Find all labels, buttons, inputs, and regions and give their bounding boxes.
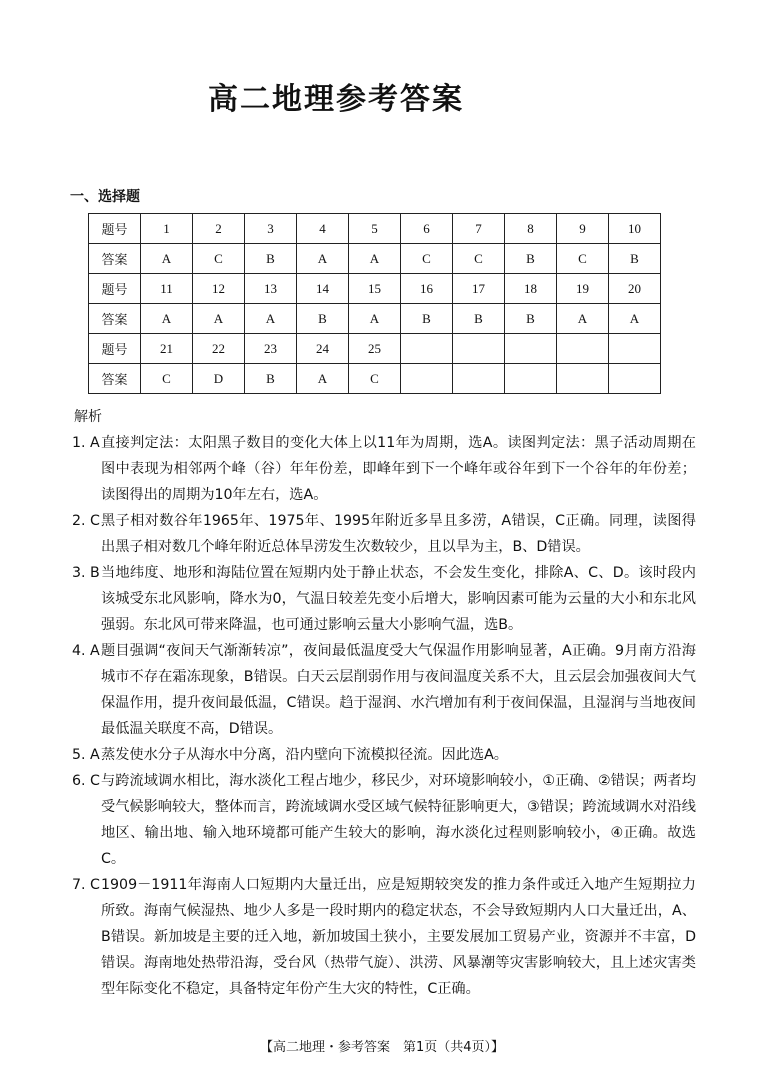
table-cell: 1 [141,214,193,244]
explanation-number: 5. A [72,747,100,763]
table-cell [453,364,505,394]
row-header-cell: 答案 [89,364,141,394]
table-cell: A [193,304,245,334]
table-cell: 16 [401,274,453,304]
table-cell [609,334,661,364]
table-cell [557,364,609,394]
explanation-item [72,560,696,638]
row-header-cell: 答案 [89,304,141,334]
table-cell: 12 [193,274,245,304]
table-row [89,244,661,274]
table-cell: 10 [609,214,661,244]
table-cell: 18 [505,274,557,304]
table-cell: A [609,304,661,334]
table-cell: B [453,304,505,334]
page-footer: 【高二地理・参考答案 第1页（共4页）】 [259,1040,505,1055]
table-cell: C [557,244,609,274]
table-cell [401,334,453,364]
table-cell [505,364,557,394]
table-cell: B [505,244,557,274]
table-cell: B [609,244,661,274]
page-title: 高二地理参考答案 [208,82,464,117]
explanation-text: 1909－1911年海南人口短期内大量迁出，应是短期较突发的推力条件或迁入地产生短期拉力所致。海南气候湿热、地少人多是一段时期内的稳定状态，不会导致短期内人口大量迁出，A、B错误。新加坡是主要的迁入地，新加坡国土狭小，主要发展加工贸易产业，资源并不丰富，D错误。海南地处热带沿海，受台风（热带气旋）、洪涝、风暴潮等灾害影响较大，且上述灾害类型年际变化不稳定，具备特定年份产生大灾的特性，C正确。 [101,877,696,997]
table-cell: A [141,304,193,334]
row-header-cell: 题号 [89,214,141,244]
explanation-item [72,768,696,872]
table-cell: 6 [401,214,453,244]
table-cell: 11 [141,274,193,304]
table-cell: 5 [349,214,401,244]
table-cell: 4 [297,214,349,244]
table-cell: B [245,364,297,394]
explanation-number: 4. A [72,643,100,659]
table-cell: B [297,304,349,334]
explanation-item [72,430,696,508]
explanation-list [72,430,696,1002]
table-cell: 17 [453,274,505,304]
table-cell: A [245,304,297,334]
explanation-item [72,508,696,560]
explanation-number: 2. C [72,513,100,529]
table-cell [401,364,453,394]
table-cell: A [297,244,349,274]
analysis-heading: 解析 [74,409,102,425]
table-cell [453,334,505,364]
table-cell: 8 [505,214,557,244]
table-cell: 19 [557,274,609,304]
table-row [89,334,661,364]
table-cell: 2 [193,214,245,244]
table-row [89,304,661,334]
table-cell [505,334,557,364]
table-row [89,274,661,304]
table-cell: C [453,244,505,274]
explanation-number: 3. B [72,565,100,581]
explanation-number: 1. A [72,435,100,451]
table-cell: C [193,244,245,274]
table-cell: B [401,304,453,334]
explanation-item [72,742,696,768]
table-cell: A [349,304,401,334]
explanation-text: 题目强调“夜间天气渐渐转凉”，夜间最低温度受大气保温作用影响显著，A正确。9月南方沿海城市不存在霜冻现象，B错误。白天云层削弱作用与夜间温度关系不大，且云层会加强夜间大气保温作用，提升夜间最低温，C错误。趋于湿润、水汽增加有利于夜间保温，且湿润与当地夜间最低温关联度不高，D错误。 [101,643,696,737]
table-cell: A [557,304,609,334]
explanation-number: 6. C [72,773,100,789]
table-cell: 14 [297,274,349,304]
table-cell: C [349,364,401,394]
table-cell: 21 [141,334,193,364]
explanation-text: 与跨流域调水相比，海水淡化工程占地少，移民少，对环境影响较小，①正确、②错误；两者均受气候影响较大，整体而言，跨流域调水受区域气候特征影响更大，③错误；跨流域调水对沿线地区、输出地、输入地环境都可能产生较大的影响，海水淡化过程则影响较小，④正确。故选C。 [101,773,696,867]
table-cell: 7 [453,214,505,244]
table-cell: B [505,304,557,334]
row-header-cell: 题号 [89,274,141,304]
answer-table [88,213,661,394]
table-cell [609,364,661,394]
explanation-number: 7. C [72,877,100,893]
explanation-text: 当地纬度、地形和海陆位置在短期内处于静止状态，不会发生变化，排除A、C、D。该时段内该城受东北风影响，降水为0，气温日较差先变小后增大，影响因素可能为云量的大小和东北风强弱。东北风可带来降温，也可通过影响云量大小影响气温，选B。 [101,565,696,633]
explanation-text: 黑子相对数谷年1965年、1975年、1995年附近多旱且多涝，A错误，C正确。同理，读图得出黑子相对数几个峰年附近总体旱涝发生次数较少，且以旱为主，B、D错误。 [101,513,696,555]
table-cell: A [349,244,401,274]
table-cell: 24 [297,334,349,364]
explanation-text: 蒸发使水分子从海水中分离，沿内壁向下流模拟径流。因此选A。 [101,747,508,763]
table-cell: 3 [245,214,297,244]
table-cell: C [141,364,193,394]
table-cell: 22 [193,334,245,364]
table-cell: B [245,244,297,274]
table-cell: 25 [349,334,401,364]
table-cell: 9 [557,214,609,244]
table-cell: D [193,364,245,394]
explanation-text: 直接判定法：太阳黑子数目的变化大体上以11年为周期，选A。读图判定法：黑子活动周期在图中表现为相邻两个峰（谷）年年份差，即峰年到下一个峰年或谷年到下一个谷年的年份差；读图得出的周期为10年左右，选A。 [101,435,696,503]
table-cell: 20 [609,274,661,304]
explanation-item [72,872,696,1002]
table-cell: C [401,244,453,274]
table-cell: 23 [245,334,297,364]
explanation-item [72,638,696,742]
table-cell: 13 [245,274,297,304]
table-cell: A [297,364,349,394]
row-header-cell: 题号 [89,334,141,364]
section-heading: 一、选择题 [70,189,140,205]
row-header-cell: 答案 [89,244,141,274]
table-cell: 15 [349,274,401,304]
table-cell: A [141,244,193,274]
table-row [89,364,661,394]
table-row [89,214,661,244]
table-cell [557,334,609,364]
